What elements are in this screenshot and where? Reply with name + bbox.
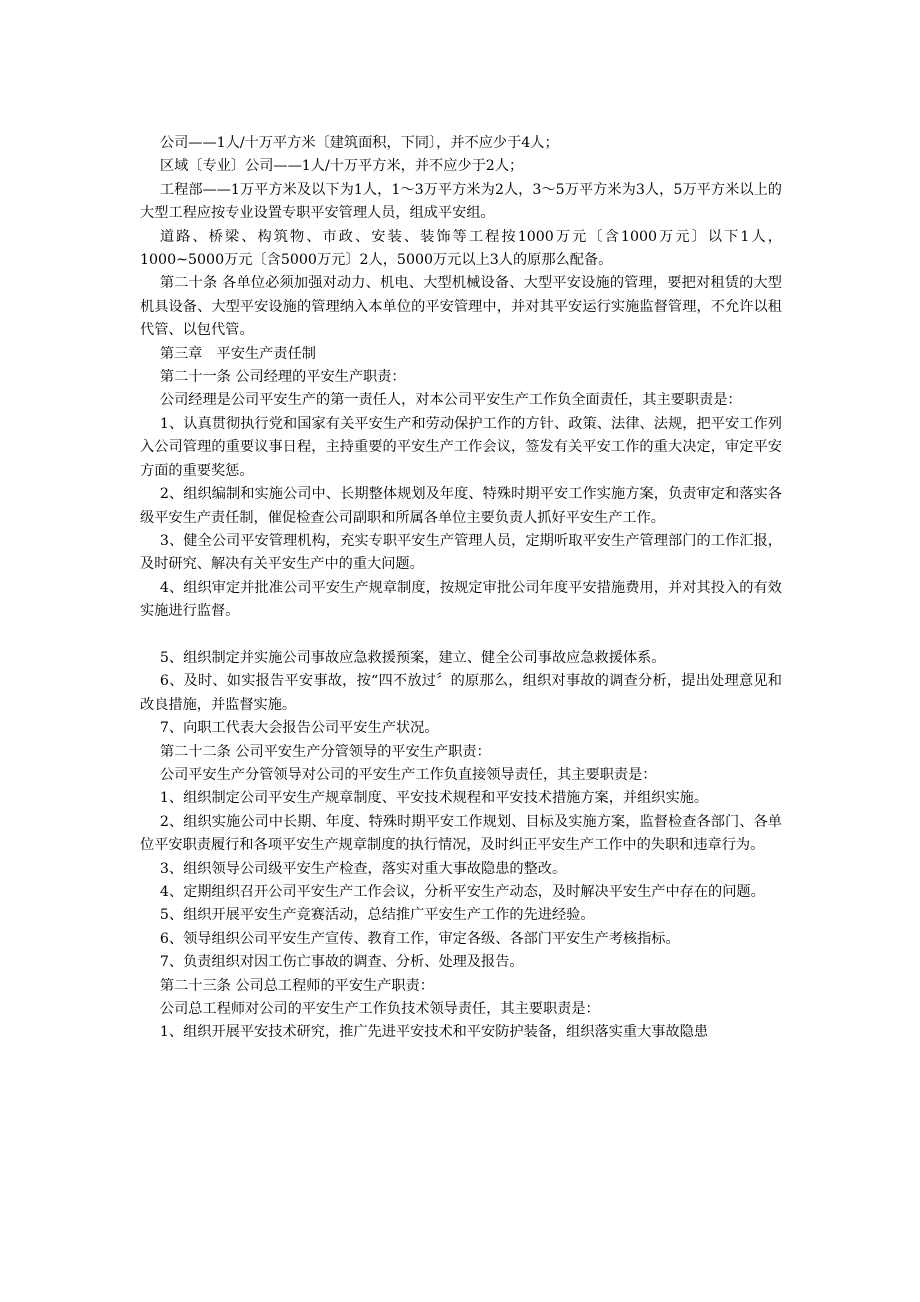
article-heading: 第二十三条 公司总工程师的平安生产职责： xyxy=(159,977,434,994)
chapter-heading: 第三章 平安生产责任制 xyxy=(159,345,316,362)
list-item: 3、组织领导公司级平安生产检查，落实对重大事故隐患的整改。 xyxy=(159,860,567,877)
list-item: 6、及时、如实报告平安事故，按“四不放过〞的原那么，组织对事故的调查分析，提出处理意见和改良措施，并监督实施。 xyxy=(140,673,782,713)
paragraph: 公司平安生产分管领导对公司的平安生产工作负直接领导责任，其主要职责是： xyxy=(159,766,657,783)
list-item: 6、领导组织公司平安生产宣传、教育工作，审定各级、各部门平安生产考核指标。 xyxy=(159,930,680,947)
article-heading: 第二十二条 公司平安生产分管领导的平安生产职责： xyxy=(159,743,491,760)
list-item: 4、定期组织召开公司平安生产工作会议，分析平安生产动态，及时解决平安生产中存在的问题。 xyxy=(159,883,765,900)
list-item: 5、组织开展平安生产竞赛活动，总结推广平安生产工作的先进经验。 xyxy=(159,907,595,924)
list-item: 2、组织实施公司中长期、年度、特殊时期平安工作规划、目标及实施方案，监督检查各部门、各单位平安职责履行和各项平安生产规章制度的执行情况，及时纠正平安生产工作中的失职和违章行为。 xyxy=(140,813,782,854)
list-item: 7、向职工代表大会报告公司平安生产状况。 xyxy=(159,720,439,737)
paragraph: 区域〔专业〕公司——1人/十万平方米，并不应少于2人； xyxy=(159,158,524,175)
list-item: 1、组织开展平安技术研究，推广先进平安技术和平安防护装备，组织落实重大事故隐患 xyxy=(159,1024,709,1041)
list-item: 4、组织审定并批准公司平安生产规章制度，按规定审批公司年度平安措施费用，并对其投入的有效实施进行监督。 xyxy=(140,579,782,620)
paragraph: 工程部——1万平方米及以下为1人，1～3万平方米为2人，3～5万平方米为3人，5万平方米以上的大型工程应按专业设置专职平安管理人员，组成平安组。 xyxy=(140,181,782,222)
list-item: 2、组织编制和实施公司中、长期整体规划及年度、特殊时期平安工作实施方案，负责审定和落实各级平安生产责任制，催促检查公司副职和所属各单位主要负责人抓好平安生产工作。 xyxy=(140,486,782,526)
list-item: 1、组织制定公司平安生产规章制度、平安技术规程和平安技术措施方案，并组织实施。 xyxy=(159,790,709,807)
paragraph: 道路、桥梁、构筑物、市政、安装、装饰等工程按1000万元〔含1000万元〕以下1人，1000~5000万元〔含5000万元〕2人，5000万元以上3人的原那么配备。 xyxy=(140,228,782,269)
list-item: 5、组织制定并实施公司事故应急救援预案，建立、健全公司事故应急救援体系。 xyxy=(159,649,666,666)
paragraph: 公司经理是公司平安生产的第一责任人，对本公司平安生产工作负全面责任，其主要职责是： xyxy=(159,392,742,409)
list-item: 7、负责组织对因工伤亡事故的调查、分析、处理及报告。 xyxy=(159,954,524,971)
list-item: 3、健全公司平安管理机构，充实专职平安生产管理人员，定期听取平安生产管理部门的工作汇报，及时研究、解决有关平安生产中的重大问题。 xyxy=(140,532,782,573)
document-page xyxy=(140,132,782,1045)
article-heading: 第二十一条 公司经理的平安生产职责： xyxy=(159,369,406,386)
paragraph: 公司总工程师对公司的平安生产工作负技术领导责任，其主要职责是： xyxy=(159,1001,600,1018)
paragraph: 公司——1人/十万平方米〔建筑面积，下同〕，并不应少于4人； xyxy=(159,135,559,151)
article-20: 第二十条 各单位必须加强对动力、机电、大型机械设备、大型平安设施的管理，要把对租赁的大型机具设备、大型平安设施的管理纳入本单位的平安管理中，并对其平安运行实施监督管理，不允许以租代管、以包代管。 xyxy=(140,275,782,339)
list-item: 1、认真贯彻执行党和国家有关平安生产和劳动保护工作的方针、政策、法律、法规，把平安工作列入公司管理的重要议事日程，主持重要的平安生产工作会议，签发有关平安工作的重大决定，审定平安方面的重要奖惩。 xyxy=(140,415,782,479)
blank-line xyxy=(140,624,782,647)
